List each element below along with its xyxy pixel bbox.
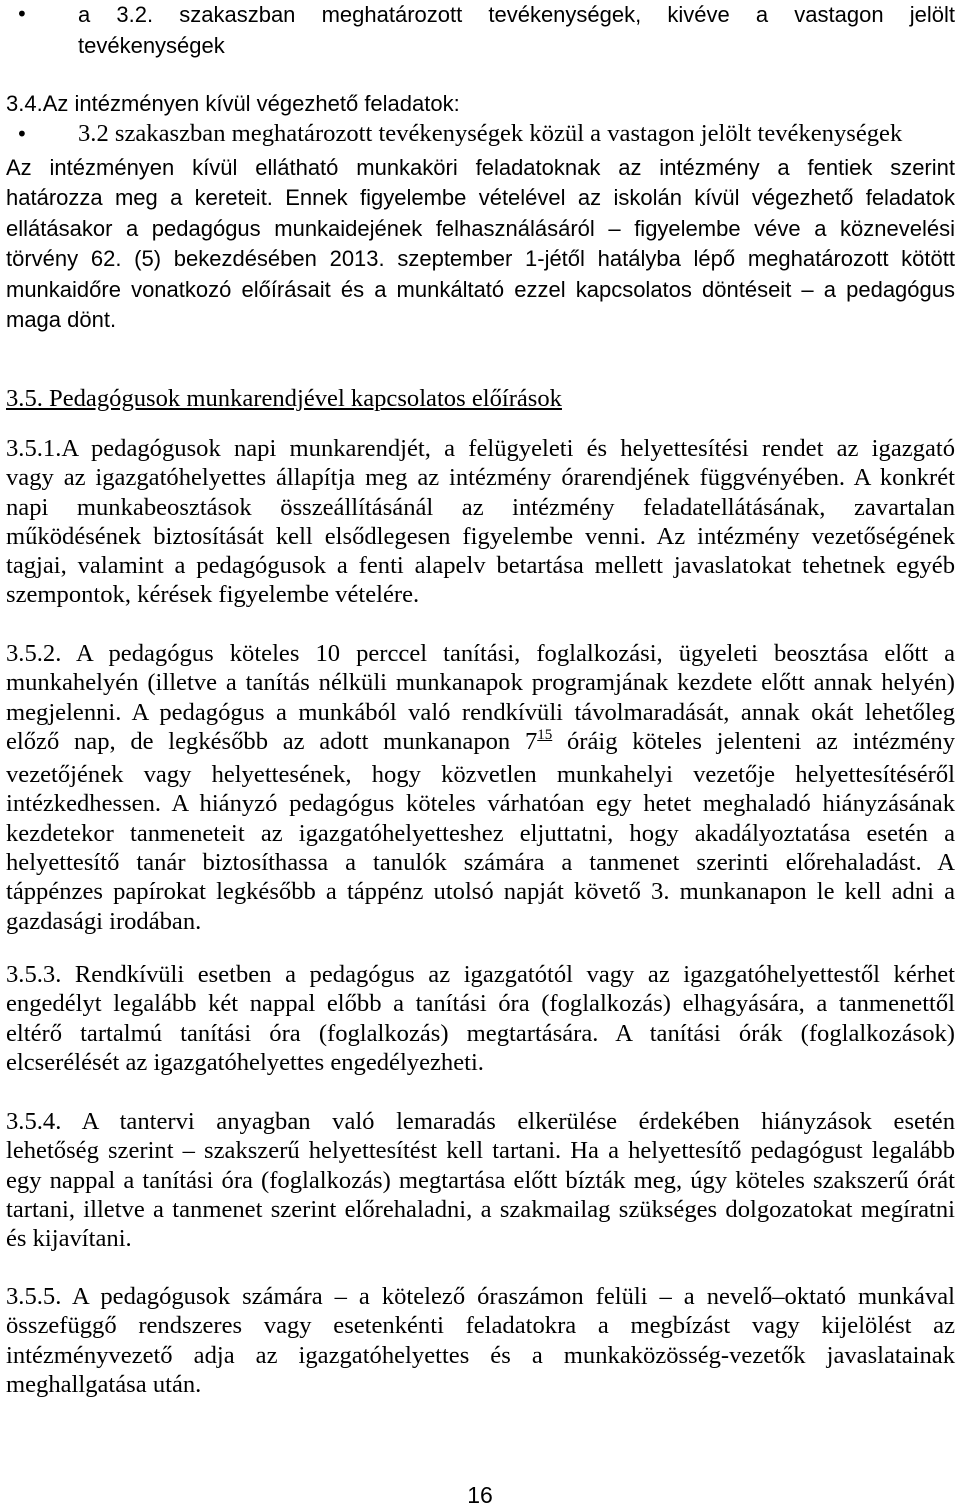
- bullet-item-bold-activities: [16, 119, 955, 149]
- heading-text: [6, 384, 955, 413]
- paragraph-line: napi munkabeosztások összeállításánál az intézmény feladatellátásának, zavartalan: [6, 493, 955, 521]
- paragraph-line: egy nappal a tanítási óra (foglalkozás) megtartása előtt bízták meg, úgy köteles szakszerű órát: [6, 1166, 955, 1194]
- paragraph-line: Az intézményen kívül ellátható munkaköri feladatoknak az intézmény a fentiek szerint: [6, 155, 955, 180]
- paragraph-line: és kijavítani.: [6, 1225, 132, 1253]
- paragraph-line: 3.5.3. Rendkívüli esetben a pedagógus az igazgatótól vagy az igazgatóhelyettestől kérhet: [6, 961, 955, 988]
- section-3-5-heading: [6, 384, 955, 413]
- paragraph-line: 3.5.1.A pedagógusok napi munkarendjét, a felügyeleti és helyettesítési rendet az igazgató: [6, 435, 955, 462]
- paragraph-line: táppénzes papírokat legkésőbb a táppénz utolsó napját követő 3. munkanapon le kell adni a: [6, 878, 955, 906]
- paragraph-3-5-3: [6, 960, 955, 1077]
- paragraph-line: engedélyt legalább két nappal előbb a tanítási óra (foglalkozás) elhagyására, a tanmenettől: [6, 990, 955, 1018]
- bullet-item-line: tevékenységek: [78, 33, 225, 58]
- paragraph-line: működésének biztosítását kell elsődlegesen figyelembe venni. Az intézmény vezetőségének: [6, 522, 955, 550]
- paragraph-line: 3.5.5. A pedagógusok számára – a kötelező óraszámon felüli – a nevelő–oktató munkával: [6, 1283, 955, 1310]
- heading-underlined-text: 3.5. Pedagógusok munkarendjével kapcsolatos előírások: [6, 385, 562, 412]
- paragraph-line: vezetőjének vagy helyettesének, hogy közvetlen munkahelyi vezetője helyettesítéséről: [6, 761, 955, 789]
- paragraph-line: ellátásakor a pedagógus munkaidejének felhasználásáról – figyelembe véve a köznevelési: [6, 215, 955, 241]
- paragraph-line: elcserélését az igazgatóhelyettes engedélyezheti.: [6, 1048, 484, 1076]
- paragraph-line: lehetőség szerint – szakszerű helyettesítést kell tartani. Ha a helyettesítő pedagógust legalább: [6, 1137, 955, 1165]
- paragraph-line: összefüggő rendszeres vagy esetenkénti feladatokra a megbízást vagy kijelölést az: [6, 1312, 955, 1340]
- paragraph-line: szempontok, kérések figyelembe vételére.: [6, 581, 420, 609]
- time-line-before: előző nap, de legkésőbb az adott munkanapon 7: [6, 727, 538, 755]
- bullet-item-line: a 3.2. szakaszban meghatározott tevékenységek, kivéve a vastagon jelölt: [78, 2, 955, 27]
- heading-text: 3.4.Az intézményen kívül végezhető feladatok:: [6, 91, 460, 116]
- paragraph-line: intézményvezető adja az igazgatóhelyettes és a munkaközösség-vezetők javaslatainak: [6, 1341, 955, 1369]
- bullet-icon: •: [16, 122, 28, 146]
- paragraph-line: törvény 62. (5) bekezdésében 2013. szeptember 1-jétől hatályba lépő meghatározott kötött: [6, 246, 955, 272]
- paragraph-line: tartani, illetve a tanmenet szerint előrehaladni, a szakmailag szükséges dolgozatokat megíratni: [6, 1195, 955, 1223]
- paragraph-line: 3.5.4. A tantervi anyagban való lemaradás elkerülése érdekében hiányzások esetén: [6, 1108, 955, 1135]
- bullet-item-3-2-activities: [16, 0, 955, 61]
- paragraph-line: kezdetekor tanmeneteit az igazgatóhelyetteshez eljuttatni, hogy akadályoztatása esetén a: [6, 819, 955, 847]
- section-3-4-heading: [6, 89, 955, 119]
- paragraph-3-5-1: [6, 434, 955, 610]
- paragraph-line: eltérő tartalmú tanítási óra (foglalkozás) megtartására. A tanítási órák (foglalkozások): [6, 1019, 955, 1047]
- paragraph-line: helyettesítő tanár biztosíthassa a tanulók számára a tanmenet szerinti előrehaladást. A: [6, 849, 955, 877]
- section-3-4-paragraph: [6, 153, 955, 335]
- paragraph-line: intézkedhessen. A hiányzó pedagógus köteles várhatóan egy hetet meghaladó hiányzásának: [6, 790, 955, 818]
- paragraph-3-5-2: [6, 639, 955, 936]
- paragraph-line: munkahelyén (illetve a tanítás nélküli munkanapok programjának kezdete előtt annak helyén): [6, 669, 955, 697]
- paragraph-line: meghallgatása után.: [6, 1370, 202, 1398]
- paragraph-line: maga dönt.: [6, 307, 117, 333]
- paragraph-line: határozza meg a kereteit. Ennek figyelembe vételével az iskolán kívül végezhető feladatok: [6, 185, 955, 211]
- paragraph-line: vagy az igazgatóhelyettes állapítja meg az intézmény órarendjének függvényében. A konkrét: [6, 464, 955, 492]
- time-line-after: óráig köteles jelenteni az intézmény: [566, 727, 956, 755]
- paragraph-line: 3.5.2. A pedagógus köteles 10 perccel tanítási, foglalkozási, ügyeleti beosztása előtt a: [6, 640, 955, 667]
- time-superscript: 15: [537, 726, 553, 743]
- paragraph-line-time: [6, 727, 955, 760]
- paragraph-3-5-5: [6, 1282, 955, 1399]
- paragraph-line: gazdasági irodában.: [6, 907, 202, 935]
- paragraph-3-5-4: [6, 1107, 955, 1253]
- paragraph-line: megjelenni. A pedagógus a munkából való rendkívüli távolmaradását, annak okát lehetőleg: [6, 698, 955, 726]
- paragraph-line: tagjai, valamint a pedagógusok a fenti alapelv betartása mellett javaslatokat tehetnek egyéb: [6, 552, 955, 580]
- bullet-item-line: 3.2 szakaszban meghatározott tevékenységek közül a vastagon jelölt tevékenységek: [78, 120, 903, 147]
- paragraph-line: munkaidőre vonatkozó előírásait és a munkáltató ezzel kapcsolatos döntéseit – a pedagógus: [6, 276, 955, 302]
- page-number: 16: [467, 1482, 493, 1508]
- bullet-icon: •: [16, 2, 28, 26]
